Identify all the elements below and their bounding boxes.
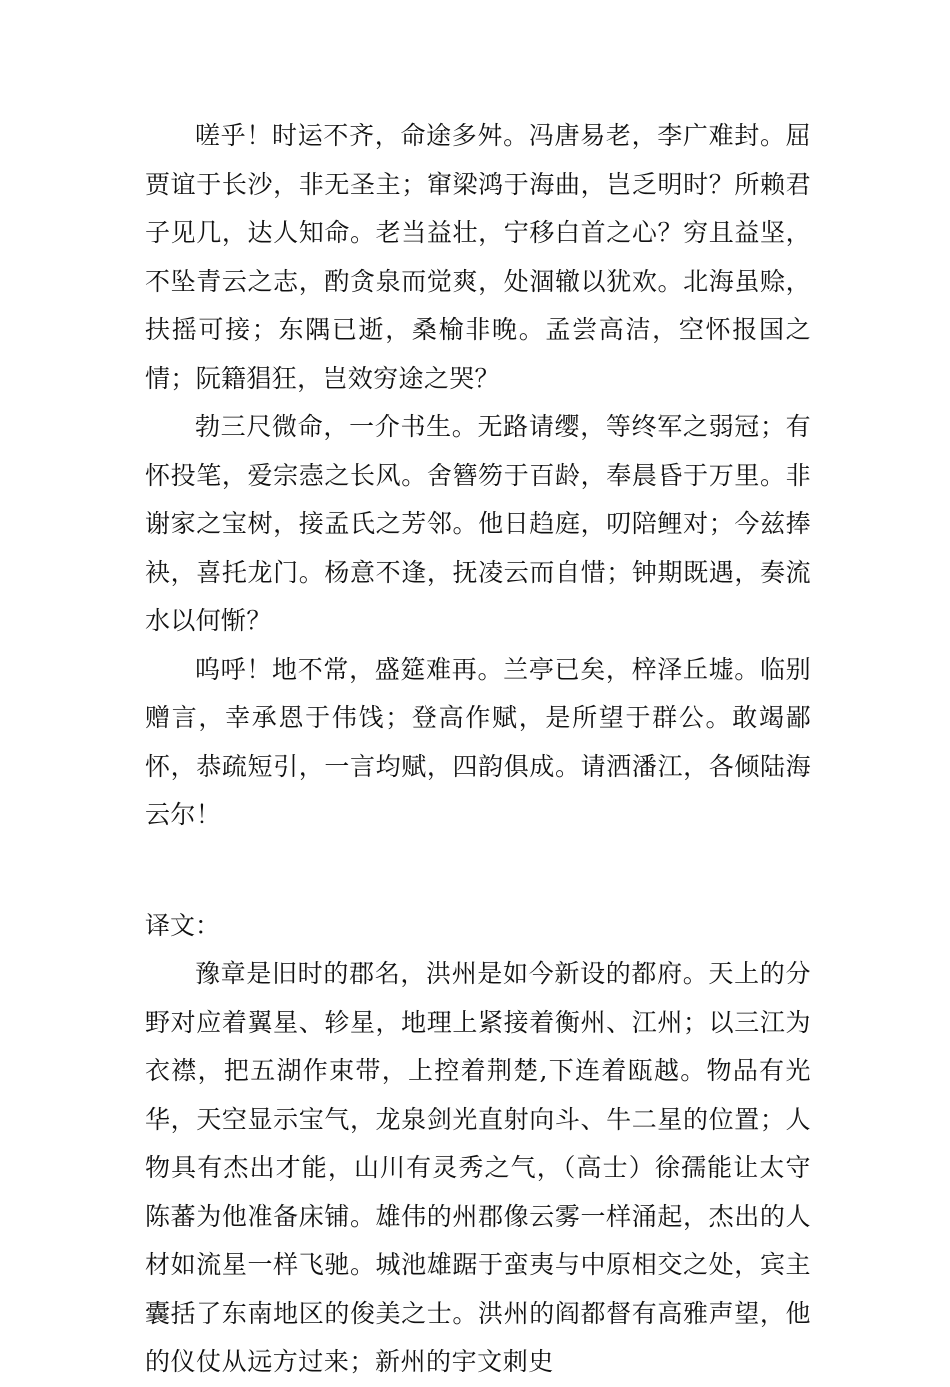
translation-paragraph-1: 豫章是旧时的郡名，洪州是如今新设的都府。天上的分野对应着翼星、轸星，地理上紧接着衡州、江州；以三江为衣襟，把五湖作束带，上控着荆楚,下连着瓯越。物品有光华，天空显示宝气，龙泉剑光直射向斗、牛二星的位置；人物具有杰出才能，山川有灵秀之气，（高士）徐孺能让太守陈蕃为他准备床铺。雄伟的州郡像云雾一样涌起，杰出的人材如流星一样飞驰。城池雄踞于蛮夷与中原相交之处，宾主囊括了东南地区的俊美之士。洪州的阎都督有高雅声望，他的仪仗从远方过来；新州的宇文刺史: [145, 959, 811, 1376]
original-paragraph-2: 勃三尺微命，一介书生。无路请缨，等终军之弱冠；有怀投笔，爱宗悫之长风。舍簪笏于百龄，奉晨昏于万里。非谢家之宝树，接孟氏之芳邻。他日趋庭，叨陪鲤对；今兹捧袂，喜托龙门。杨意不逢，抚凌云而自惜；钟期既遇，奏流水以何惭？: [145, 412, 811, 635]
original-paragraph-3: 呜呼！地不常，盛筵难再。兰亭已矣，梓泽丘墟。临别赠言，幸承恩于伟饯；登高作赋，是所望于群公。敢竭鄙怀，恭疏短引，一言均赋，四韵俱成。请洒潘江，各倾陆海云尔！: [145, 654, 811, 829]
translation-heading: 译文：: [145, 910, 221, 940]
original-paragraph-1: 嗟乎！时运不齐，命途多舛。冯唐易老，李广难封。屈贾谊于长沙，非无圣主；窜梁鸿于海曲，岂乏明时？所赖君子见几，达人知命。老当益壮，宁移白首之心？穷且益坚，不坠青云之志，酌贪泉而觉爽，处涸辙以犹欢。北海虽赊，扶摇可接；东隅已逝，桑榆非晚。孟尝高洁，空怀报国之情；阮籍猖狂，岂效穷途之哭？: [145, 121, 811, 393]
document-page: [145, 112, 811, 1387]
